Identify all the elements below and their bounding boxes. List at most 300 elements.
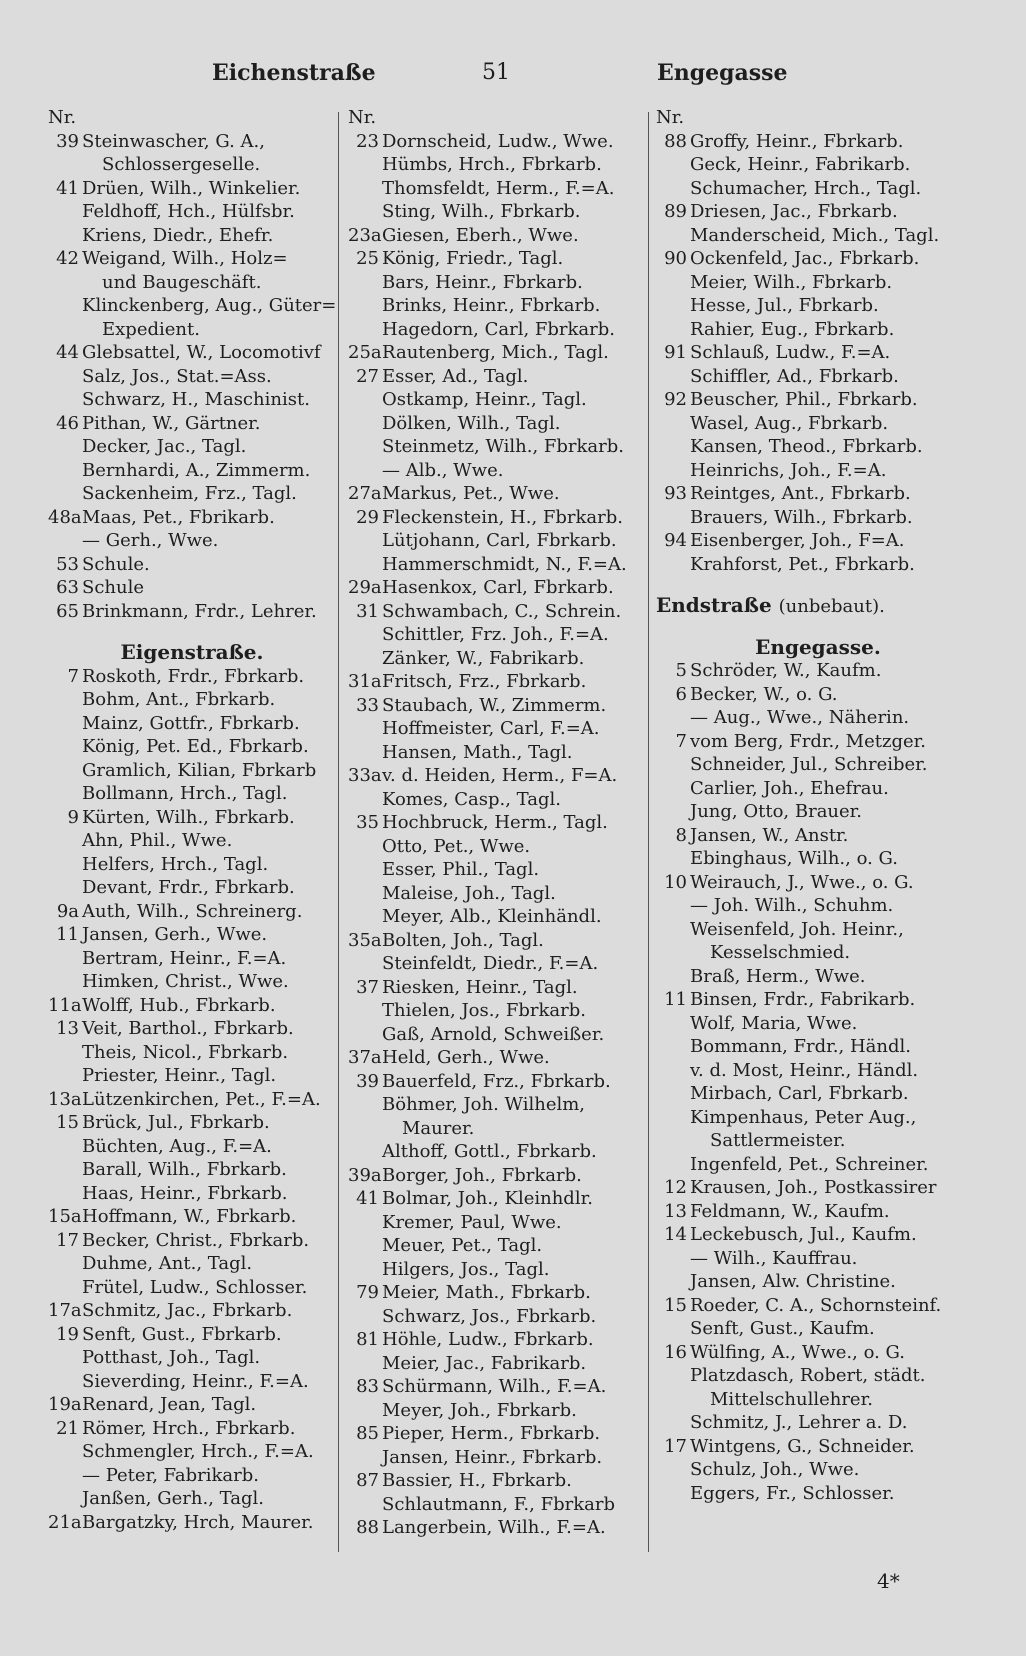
entry bbox=[348, 388, 644, 412]
entry bbox=[656, 529, 980, 553]
resident: Frütel, Ludw., Schlosser. bbox=[82, 1276, 308, 1298]
resident: Maleise, Joh., Tagl. bbox=[382, 882, 556, 904]
resident: Brauers, Wilh., Fbrkarb. bbox=[690, 506, 913, 528]
resident: Gaß, Arnold, Schweißer. bbox=[382, 1023, 605, 1045]
resident: Borger, Joh., Fbrkarb. bbox=[382, 1164, 582, 1186]
entry bbox=[348, 1281, 644, 1305]
resident: v. d. Most, Heinr., Händl. bbox=[690, 1059, 919, 1081]
resident: Haas, Heinr., Fbrkarb. bbox=[82, 1182, 288, 1204]
entry bbox=[656, 1458, 980, 1482]
resident: Schule bbox=[82, 577, 145, 598]
resident: v. d. Heiden, Herm., F=A. bbox=[382, 765, 618, 786]
resident: Geck, Heinr., Fabrikarb. bbox=[690, 154, 911, 175]
resident: König, Friedr., Tagl. bbox=[382, 248, 564, 269]
resident: Schittler, Frz. Joh., F.=A. bbox=[382, 624, 609, 645]
resident: Otto, Pet., Wwe. bbox=[382, 835, 531, 857]
resident: — Gerh., Wwe. bbox=[82, 530, 219, 551]
entry bbox=[48, 1323, 336, 1347]
entry bbox=[48, 177, 336, 201]
resident: Roskoth, Frdr., Fbrkarb. bbox=[82, 665, 305, 687]
house-number: 29 bbox=[356, 506, 379, 528]
resident: Carlier, Joh., Ehefrau. bbox=[690, 777, 889, 799]
resident: — Joh. Wilh., Schuhm. bbox=[690, 895, 894, 916]
resident: Meuer, Pet., Tagl. bbox=[382, 1235, 543, 1256]
nr-label: Nr. bbox=[656, 107, 685, 128]
resident: Schulz, Joh., Wwe. bbox=[690, 1459, 860, 1480]
entry bbox=[48, 576, 336, 600]
entry bbox=[348, 600, 644, 624]
entry bbox=[348, 576, 644, 600]
entry bbox=[656, 1294, 980, 1318]
resident: — Wilh., Kauffrau. bbox=[690, 1247, 858, 1269]
resident: Janßen, Gerh., Tagl. bbox=[82, 1488, 264, 1509]
entry bbox=[656, 894, 980, 918]
resident: Brinkmann, Frdr., Lehrer. bbox=[82, 600, 317, 622]
house-number: 29a bbox=[348, 577, 382, 598]
entry bbox=[656, 435, 980, 459]
resident: Pieper, Herm., Fbrkarb. bbox=[382, 1423, 601, 1444]
entry bbox=[656, 1176, 980, 1200]
resident: Sackenheim, Frz., Tagl. bbox=[82, 483, 297, 504]
entry bbox=[348, 435, 644, 459]
resident: Devant, Frdr., Fbrkarb. bbox=[82, 877, 295, 898]
entry bbox=[348, 1046, 644, 1070]
entry bbox=[656, 1364, 980, 1388]
house-number: 87 bbox=[356, 1470, 379, 1491]
resident: Maurer. bbox=[402, 1117, 475, 1139]
entry bbox=[656, 777, 980, 801]
resident: Bargatzky, Hrch, Maurer. bbox=[82, 1511, 314, 1533]
house-number: 41 bbox=[56, 177, 79, 199]
street-heading-endstrasse bbox=[656, 594, 980, 618]
resident: Fleckenstein, H., Fbrkarb. bbox=[382, 506, 624, 528]
entry bbox=[348, 365, 644, 389]
resident: Hansen, Math., Tagl. bbox=[382, 741, 573, 763]
entry bbox=[48, 1088, 336, 1112]
entry bbox=[48, 1370, 336, 1394]
house-number: 11 bbox=[56, 924, 79, 945]
entry bbox=[656, 177, 980, 201]
resident: Salz, Jos., Stat.=Ass. bbox=[82, 365, 272, 387]
house-number: 15 bbox=[664, 1294, 687, 1316]
house-number: 7 bbox=[67, 665, 79, 687]
entry bbox=[48, 318, 336, 342]
entry bbox=[656, 200, 980, 224]
entry bbox=[656, 847, 980, 871]
resident: Jansen, Alw. Christine. bbox=[690, 1271, 896, 1292]
entry bbox=[348, 1093, 644, 1117]
entry bbox=[48, 712, 336, 736]
entry bbox=[348, 271, 644, 295]
entry bbox=[348, 459, 644, 483]
resident: Ockenfeld, Jac., Fbrkarb. bbox=[690, 248, 920, 269]
house-number: 79 bbox=[356, 1282, 379, 1303]
resident: Schule. bbox=[82, 553, 150, 575]
house-number: 85 bbox=[356, 1423, 379, 1444]
entry bbox=[656, 459, 980, 483]
resident: Kürten, Wilh., Fbrkarb. bbox=[82, 806, 295, 828]
house-number: 35 bbox=[356, 812, 379, 833]
entry bbox=[348, 482, 644, 506]
resident: Expedient. bbox=[102, 318, 200, 340]
resident: Driesen, Jac., Fbrkarb. bbox=[690, 201, 898, 222]
entry bbox=[348, 1023, 644, 1047]
resident: Eggers, Fr., Schlosser. bbox=[690, 1482, 895, 1504]
resident: Hochbruck, Herm., Tagl. bbox=[382, 812, 608, 833]
resident: Jung, Otto, Brauer. bbox=[690, 801, 863, 822]
resident: Binsen, Frdr., Fabrikarb. bbox=[690, 989, 916, 1010]
entry bbox=[656, 224, 980, 248]
entry bbox=[656, 247, 980, 271]
entry bbox=[348, 929, 644, 953]
entry bbox=[48, 553, 336, 577]
resident: Steinwascher, G. A., bbox=[82, 130, 265, 152]
resident: Jansen, Heinr., Fbrkarb. bbox=[382, 1446, 603, 1468]
entry bbox=[656, 800, 980, 824]
resident: Hasenkox, Carl, Fbrkarb. bbox=[382, 577, 614, 598]
resident: Becker, Christ., Fbrkarb. bbox=[82, 1229, 310, 1251]
entry bbox=[348, 506, 644, 530]
resident: Theis, Nicol., Fbrkarb. bbox=[82, 1041, 289, 1063]
resident: Wolf, Maria, Wwe. bbox=[690, 1012, 858, 1034]
entry bbox=[348, 999, 644, 1023]
house-number: 13 bbox=[56, 1018, 79, 1039]
house-number: 13a bbox=[48, 1088, 82, 1110]
entry bbox=[348, 1493, 644, 1517]
resident: Becker, W., o. G. bbox=[690, 683, 838, 705]
entry bbox=[656, 365, 980, 389]
house-number: 15 bbox=[56, 1112, 79, 1133]
resident: Rautenberg, Mich., Tagl. bbox=[382, 342, 609, 363]
resident: Reintges, Ant., Fbrkarb. bbox=[690, 483, 911, 504]
resident: Himken, Christ., Wwe. bbox=[82, 971, 289, 992]
house-number: 19a bbox=[48, 1394, 82, 1415]
entry bbox=[656, 1129, 980, 1153]
entry bbox=[48, 1158, 336, 1182]
column-2 bbox=[348, 106, 644, 1540]
entry bbox=[348, 106, 644, 130]
entry bbox=[348, 1375, 644, 1399]
entry bbox=[656, 1082, 980, 1106]
resident: Bars, Heinr., Fbrkarb. bbox=[382, 271, 583, 293]
resident: Mittelschullehrer. bbox=[710, 1388, 873, 1410]
resident: Renard, Jean, Tagl. bbox=[82, 1394, 257, 1415]
resident: — Peter, Fabrikarb. bbox=[82, 1464, 260, 1486]
entry bbox=[656, 318, 980, 342]
resident: Schmitz, J., Lehrer a. D. bbox=[690, 1412, 908, 1433]
entry bbox=[348, 1328, 644, 1352]
resident: Dornscheid, Ludw., Wwe. bbox=[382, 130, 614, 152]
entry bbox=[348, 1258, 644, 1282]
entry bbox=[656, 341, 980, 365]
resident: Lützenkirchen, Pet., F.=A. bbox=[82, 1088, 321, 1110]
entry bbox=[48, 1064, 336, 1088]
resident: Schlossergeselle. bbox=[102, 154, 261, 175]
resident: — Alb., Wwe. bbox=[382, 459, 504, 481]
resident: Schiffler, Ad., Fbrkarb. bbox=[690, 365, 899, 387]
entry bbox=[656, 1341, 980, 1365]
house-number: 63 bbox=[56, 577, 79, 598]
entry bbox=[348, 1140, 644, 1164]
house-number: 25 bbox=[356, 248, 379, 269]
entry bbox=[348, 1187, 644, 1211]
resident: Esser, Ad., Tagl. bbox=[382, 365, 529, 387]
house-number: 19 bbox=[56, 1323, 79, 1345]
entry bbox=[48, 130, 336, 154]
entry bbox=[656, 753, 980, 777]
resident: Riesken, Heinr., Tagl. bbox=[382, 976, 578, 998]
entry bbox=[348, 247, 644, 271]
resident: Klinckenberg, Aug., Güter= bbox=[82, 295, 337, 316]
entry bbox=[48, 970, 336, 994]
resident: Kesselschmied. bbox=[710, 942, 851, 963]
entry bbox=[656, 153, 980, 177]
resident: und Baugeschäft. bbox=[102, 271, 262, 293]
resident: Büchten, Aug., F.=A. bbox=[82, 1135, 272, 1157]
entry bbox=[348, 341, 644, 365]
resident: Jansen, Gerh., Wwe. bbox=[82, 924, 268, 945]
resident: Senft, Gust., Kaufm. bbox=[690, 1318, 875, 1339]
entry bbox=[48, 1229, 336, 1253]
resident: Schlauß, Ludw., F.=A. bbox=[690, 342, 891, 363]
entry bbox=[348, 1399, 644, 1423]
entry bbox=[48, 1205, 336, 1229]
resident: Eisenberger, Joh., F=A. bbox=[690, 530, 905, 551]
house-number: 33 bbox=[356, 694, 379, 716]
resident: Senft, Gust., Fbrkarb. bbox=[82, 1323, 282, 1345]
entry bbox=[48, 876, 336, 900]
house-number: 17a bbox=[48, 1300, 82, 1321]
entry bbox=[48, 735, 336, 759]
entry bbox=[656, 482, 980, 506]
house-number: 37 bbox=[356, 976, 379, 998]
resident: Heinrichs, Joh., F.=A. bbox=[690, 459, 887, 481]
resident: Barall, Wilh., Fbrkarb. bbox=[82, 1159, 287, 1180]
entry bbox=[656, 506, 980, 530]
entry bbox=[348, 623, 644, 647]
house-number: 11 bbox=[664, 989, 687, 1010]
entry bbox=[48, 1440, 336, 1464]
resident: Hagedorn, Carl, Fbrkarb. bbox=[382, 318, 616, 340]
resident: Schmengler, Hrch., F.=A. bbox=[82, 1441, 314, 1462]
entry bbox=[656, 1223, 980, 1247]
resident: Meier, Math., Fbrkarb. bbox=[382, 1282, 591, 1303]
resident: Meyer, Joh., Fbrkarb. bbox=[382, 1399, 577, 1421]
resident: Dölken, Wilh., Tagl. bbox=[382, 412, 561, 434]
house-number: 13 bbox=[664, 1200, 687, 1222]
resident: Beuscher, Phil., Fbrkarb. bbox=[690, 389, 918, 410]
column-1 bbox=[48, 106, 336, 1534]
resident: Wülfing, A., Wwe., o. G. bbox=[690, 1341, 905, 1363]
signature-mark: 4* bbox=[877, 1569, 900, 1593]
entry bbox=[348, 976, 644, 1000]
entry bbox=[48, 829, 336, 853]
resident: Thomsfeldt, Herm., F.=A. bbox=[382, 177, 615, 199]
entry bbox=[48, 1182, 336, 1206]
entry bbox=[48, 1252, 336, 1276]
resident: Höhle, Ludw., Fbrkarb. bbox=[382, 1329, 594, 1350]
entry bbox=[48, 1276, 336, 1300]
resident: Römer, Hrch., Fbrkarb. bbox=[82, 1417, 296, 1439]
resident: vom Berg, Frdr., Metzger. bbox=[690, 730, 926, 752]
resident: Gramlich, Kilian, Fbrkarb bbox=[82, 759, 317, 781]
resident: Bernhardi, A., Zimmerm. bbox=[82, 459, 311, 481]
resident: Bassier, H., Fbrkarb. bbox=[382, 1470, 572, 1491]
resident: Weirauch, J., Wwe., o. G. bbox=[690, 871, 914, 893]
entry bbox=[656, 1059, 980, 1083]
entry bbox=[348, 694, 644, 718]
entry bbox=[348, 1070, 644, 1094]
house-number: 88 bbox=[356, 1517, 379, 1538]
house-number: 37a bbox=[348, 1047, 382, 1068]
entry bbox=[48, 853, 336, 877]
entry bbox=[48, 759, 336, 783]
house-number: 33a bbox=[348, 765, 382, 786]
resident: Lütjohann, Carl, Fbrkarb. bbox=[382, 530, 617, 551]
resident: Glebsattel, W., Locomotivf bbox=[82, 342, 321, 363]
entry bbox=[348, 200, 644, 224]
entry bbox=[48, 365, 336, 389]
resident: Giesen, Eberh., Wwe. bbox=[382, 224, 579, 246]
entry bbox=[348, 647, 644, 671]
entry bbox=[48, 1299, 336, 1323]
entry bbox=[48, 412, 336, 436]
resident: Hoffmeister, Carl, F.=A. bbox=[382, 718, 600, 739]
resident: Ahn, Phil., Wwe. bbox=[82, 830, 233, 851]
house-number: 9 bbox=[67, 806, 79, 828]
resident: Roeder, C. A., Schornsteinf. bbox=[690, 1294, 942, 1316]
entry bbox=[656, 1200, 980, 1224]
house-number: 9a bbox=[56, 900, 79, 922]
resident: Kriens, Diedr., Ehefr. bbox=[82, 224, 274, 246]
nr-label: Nr. bbox=[348, 107, 377, 128]
resident: Weisenfeld, Joh. Heinr., bbox=[690, 918, 904, 940]
column-3 bbox=[656, 106, 980, 1505]
entry bbox=[348, 764, 644, 788]
entry bbox=[656, 294, 980, 318]
resident: Krahforst, Pet., Fbrkarb. bbox=[690, 553, 915, 575]
entry bbox=[656, 965, 980, 989]
entry bbox=[656, 1435, 980, 1459]
house-number: 39 bbox=[56, 130, 79, 152]
entry bbox=[656, 130, 980, 154]
resident: Kremer, Paul, Wwe. bbox=[382, 1211, 562, 1233]
house-number: 14 bbox=[664, 1224, 687, 1245]
house-number: 48a bbox=[48, 506, 82, 528]
resident: Sieverding, Heinr., F.=A. bbox=[82, 1370, 309, 1392]
resident: Staubach, W., Zimmerm. bbox=[382, 694, 607, 716]
house-number: 15a bbox=[48, 1206, 82, 1227]
entry bbox=[348, 882, 644, 906]
entry bbox=[48, 224, 336, 248]
resident: Schwarz, H., Maschinist. bbox=[82, 389, 310, 410]
resident: Helfers, Hrch., Tagl. bbox=[82, 853, 269, 875]
page-number: 51 bbox=[482, 60, 510, 85]
house-number: 12 bbox=[664, 1177, 687, 1198]
entry bbox=[48, 153, 336, 177]
house-number: 31 bbox=[356, 600, 379, 622]
entry bbox=[348, 835, 644, 859]
entry bbox=[656, 1153, 980, 1177]
entry bbox=[348, 717, 644, 741]
entry bbox=[48, 529, 336, 553]
resident: Bauerfeld, Frz., Fbrkarb. bbox=[382, 1070, 611, 1092]
resident: Meyer, Alb., Kleinhändl. bbox=[382, 906, 602, 927]
entry bbox=[48, 665, 336, 689]
entry bbox=[348, 1164, 644, 1188]
resident: Maas, Pet., Fbrikarb. bbox=[82, 506, 275, 528]
resident: Thielen, Jos., Fbrkarb. bbox=[382, 1000, 587, 1021]
resident: Groffy, Heinr., Fbrkarb. bbox=[690, 130, 904, 152]
resident: Wolff, Hub., Fbrkarb. bbox=[82, 994, 276, 1016]
resident: Leckebusch, Jul., Kaufm. bbox=[690, 1224, 917, 1245]
house-number: 90 bbox=[664, 248, 687, 269]
entry bbox=[348, 670, 644, 694]
resident: Potthast, Joh., Tagl. bbox=[82, 1347, 261, 1368]
entry bbox=[656, 824, 980, 848]
entry bbox=[348, 153, 644, 177]
resident: Kansen, Theod., Fbrkarb. bbox=[690, 436, 923, 457]
entry bbox=[48, 1417, 336, 1441]
resident: Feldhoff, Hch., Hülfsbr. bbox=[82, 201, 295, 222]
entry bbox=[656, 1270, 980, 1294]
house-number: 46 bbox=[56, 412, 79, 434]
entry bbox=[348, 1422, 644, 1446]
entry bbox=[48, 106, 336, 130]
resident: Meier, Jac., Fabrikarb. bbox=[382, 1352, 587, 1374]
house-number: 21a bbox=[48, 1511, 82, 1533]
entry bbox=[656, 730, 980, 754]
house-number: 89 bbox=[664, 201, 687, 222]
house-number: 81 bbox=[356, 1329, 379, 1350]
resident: Hesse, Jul., Fbrkarb. bbox=[690, 295, 879, 316]
entry bbox=[48, 271, 336, 295]
house-number: 94 bbox=[664, 530, 687, 551]
resident: Bolten, Joh., Tagl. bbox=[382, 929, 544, 951]
resident: Böhmer, Joh. Wilhelm, bbox=[382, 1094, 586, 1115]
entry bbox=[656, 988, 980, 1012]
house-number: 91 bbox=[664, 342, 687, 363]
resident: Bollmann, Hrch., Tagl. bbox=[82, 783, 288, 804]
entry bbox=[348, 1117, 644, 1141]
resident: Brinks, Heinr., Fbrkarb. bbox=[382, 295, 601, 316]
resident: Wintgens, G., Schneider. bbox=[690, 1435, 915, 1457]
house-number: 53 bbox=[56, 553, 79, 575]
entry bbox=[48, 1346, 336, 1370]
resident: Schwambach, C., Schrein. bbox=[382, 600, 622, 622]
entry bbox=[656, 388, 980, 412]
entry bbox=[656, 941, 980, 965]
entry bbox=[48, 341, 336, 365]
resident: Manderscheid, Mich., Tagl. bbox=[690, 224, 940, 246]
header-left-street: Eichenstraße bbox=[212, 60, 376, 86]
resident: Bommann, Frdr., Händl. bbox=[690, 1036, 911, 1057]
resident: Sting, Wilh., Fbrkarb. bbox=[382, 201, 581, 222]
resident: Schröder, W., Kaufm. bbox=[690, 660, 882, 681]
entry bbox=[348, 952, 644, 976]
street-note: (unbebaut). bbox=[778, 596, 885, 617]
entry bbox=[48, 1487, 336, 1511]
resident: Schneider, Jul., Schreiber. bbox=[690, 754, 928, 775]
entry bbox=[48, 435, 336, 459]
house-number: 10 bbox=[664, 871, 687, 893]
entry bbox=[656, 659, 980, 683]
resident: Schwarz, Jos., Fbrkarb. bbox=[382, 1305, 597, 1327]
resident: Ebinghaus, Wilh., o. G. bbox=[690, 848, 899, 869]
resident: Hammerschmidt, N., F.=A. bbox=[382, 553, 627, 575]
resident: Schmitz, Jac., Fbrkarb. bbox=[82, 1300, 293, 1321]
house-number: 65 bbox=[56, 600, 79, 622]
